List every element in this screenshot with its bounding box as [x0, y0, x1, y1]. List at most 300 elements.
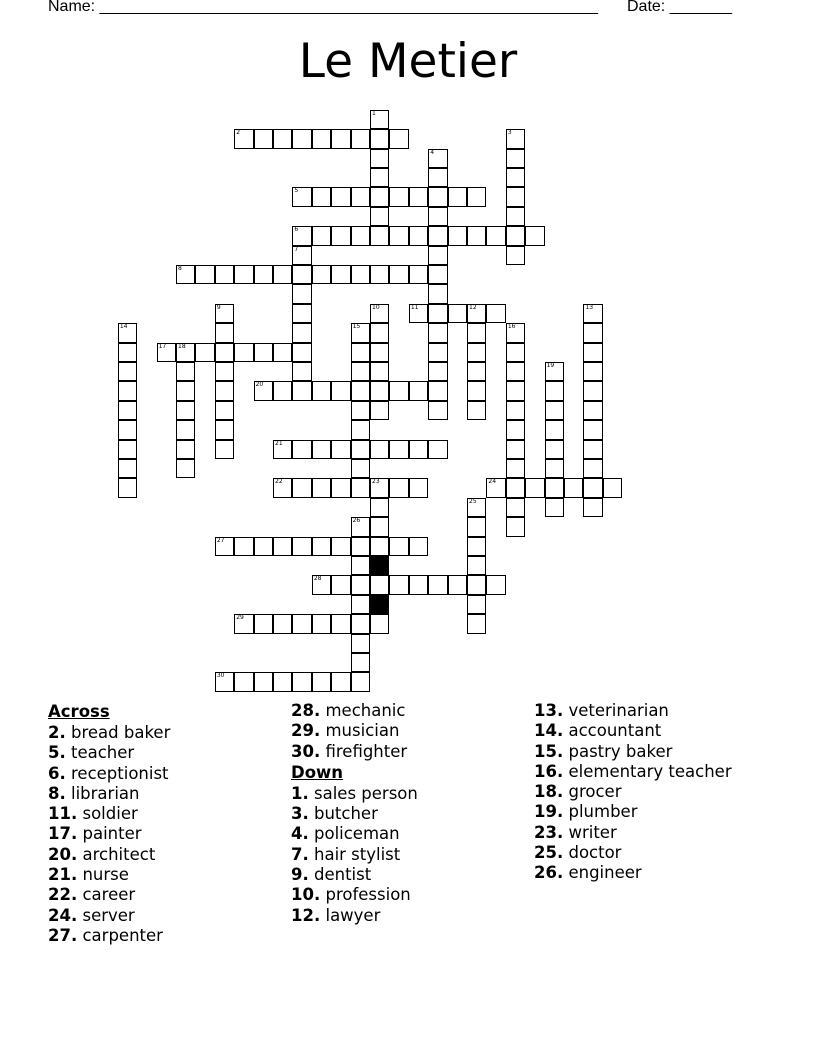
grid-cell[interactable] — [176, 343, 195, 362]
grid-cell[interactable] — [273, 440, 292, 459]
grid-cell[interactable] — [215, 672, 234, 691]
grid-cell[interactable] — [583, 401, 602, 420]
grid-cell[interactable] — [118, 343, 137, 362]
clue-number: 17. — [48, 824, 78, 844]
grid-cell[interactable] — [370, 575, 389, 594]
grid-cell[interactable] — [389, 537, 408, 556]
grid-cell[interactable] — [583, 323, 602, 342]
grid-cell[interactable] — [215, 362, 234, 381]
clue-item — [291, 906, 418, 926]
clue-number: 25 — [469, 497, 477, 505]
grid-cell[interactable] — [176, 440, 195, 459]
grid-cell[interactable] — [351, 362, 370, 381]
grid-cell[interactable] — [273, 265, 292, 284]
clue-number: 4 — [430, 148, 435, 156]
grid-cell[interactable] — [351, 537, 370, 556]
grid-cell[interactable] — [273, 343, 292, 362]
clue-number: 23. — [534, 822, 564, 842]
grid-cell[interactable] — [351, 343, 370, 362]
clue-item — [534, 782, 732, 802]
grid-cell[interactable] — [254, 672, 273, 691]
grid-cell[interactable] — [506, 381, 525, 400]
down-clue-list-continued — [534, 701, 732, 884]
grid-cell[interactable] — [409, 440, 428, 459]
grid-cell[interactable] — [215, 537, 234, 556]
grid-cell[interactable] — [506, 517, 525, 536]
grid-cell[interactable] — [292, 323, 311, 342]
grid-cell[interactable] — [467, 614, 486, 633]
grid-cell[interactable] — [506, 187, 525, 206]
clue-number: 1 — [372, 109, 376, 117]
clue-item — [48, 723, 170, 743]
grid-cell[interactable] — [118, 459, 137, 478]
grid-cell[interactable] — [312, 537, 331, 556]
grid-cell[interactable] — [583, 478, 602, 497]
clue-item — [48, 885, 170, 905]
grid-cell[interactable] — [428, 401, 447, 420]
clue-item — [534, 823, 732, 843]
grid-cell[interactable] — [448, 187, 467, 206]
across-clue-list — [48, 723, 170, 946]
grid-cell[interactable] — [292, 284, 311, 303]
clue-column-3 — [534, 701, 732, 884]
clue-number: 5. — [48, 743, 66, 763]
down-heading: Down — [291, 762, 344, 782]
grid-cell[interactable] — [118, 440, 137, 459]
clue-text: policeman — [308, 824, 400, 844]
grid-cell[interactable] — [428, 246, 447, 265]
clue-number: 23 — [372, 478, 380, 486]
grid-cell[interactable] — [331, 265, 350, 284]
grid-cell[interactable] — [506, 323, 525, 342]
clue-text: nurse — [77, 865, 129, 885]
clue-text: veterinarian — [563, 701, 669, 720]
grid-cell[interactable] — [312, 440, 331, 459]
clue-item — [48, 764, 170, 784]
grid-cell[interactable] — [467, 226, 486, 245]
grid-cell[interactable] — [176, 362, 195, 381]
grid-cell[interactable] — [292, 246, 311, 265]
grid-cell[interactable] — [428, 284, 447, 303]
grid-cell[interactable] — [195, 265, 214, 284]
grid-cell[interactable] — [254, 265, 273, 284]
grid-cell[interactable] — [370, 187, 389, 206]
clue-number: 30. — [291, 741, 321, 761]
grid-cell[interactable] — [273, 672, 292, 691]
grid-cell[interactable] — [234, 537, 253, 556]
grid-cell[interactable] — [370, 304, 389, 323]
grid-cell[interactable] — [583, 304, 602, 323]
grid-cell[interactable] — [370, 149, 389, 168]
grid-cell[interactable] — [331, 614, 350, 633]
grid-cell[interactable] — [351, 614, 370, 633]
clue-number: 22 — [275, 478, 283, 486]
grid-cell[interactable] — [292, 614, 311, 633]
grid-cell[interactable] — [467, 401, 486, 420]
grid-cell[interactable] — [506, 207, 525, 226]
clue-number: 14 — [119, 323, 128, 331]
grid-cell[interactable] — [467, 517, 486, 536]
grid-cell[interactable] — [351, 478, 370, 497]
grid-cell[interactable] — [583, 343, 602, 362]
grid-cell[interactable] — [428, 323, 447, 342]
grid-cell[interactable] — [292, 129, 311, 148]
grid-cell[interactable] — [370, 207, 389, 226]
clue-number: 28 — [313, 575, 322, 583]
grid-cell[interactable] — [389, 478, 408, 497]
grid-cell[interactable] — [312, 672, 331, 691]
clue-item — [48, 906, 170, 926]
grid-cell[interactable] — [467, 362, 486, 381]
grid-cell[interactable] — [409, 304, 428, 323]
grid-cell[interactable] — [234, 614, 253, 633]
grid-cell[interactable] — [428, 381, 447, 400]
grid-cell[interactable] — [583, 498, 602, 517]
grid-cell[interactable] — [331, 226, 350, 245]
grid-cell[interactable] — [351, 420, 370, 439]
grid-cell[interactable] — [351, 381, 370, 400]
grid-cell[interactable] — [467, 498, 486, 517]
grid-cell[interactable] — [215, 420, 234, 439]
grid-cell[interactable] — [351, 323, 370, 342]
clue-number: 29 — [236, 614, 244, 622]
grid-cell[interactable] — [545, 362, 564, 381]
grid-cell[interactable] — [603, 478, 622, 497]
clue-number: 11. — [48, 804, 78, 824]
grid-cell[interactable] — [312, 226, 331, 245]
grid-block — [370, 556, 389, 575]
grid-cell[interactable] — [545, 498, 564, 517]
grid-cell[interactable] — [428, 343, 447, 362]
grid-cell[interactable] — [409, 226, 428, 245]
grid-cell[interactable] — [176, 265, 195, 284]
name-field-label: Name: ________________________________________________________ — [48, 0, 598, 15]
clue-text: pastry baker — [563, 741, 673, 761]
clue-number: 22. — [48, 885, 78, 905]
grid-cell[interactable] — [234, 265, 253, 284]
grid-cell[interactable] — [331, 478, 350, 497]
grid-cell[interactable] — [409, 381, 428, 400]
clue-number: 11 — [410, 303, 419, 311]
grid-cell[interactable] — [486, 304, 505, 323]
grid-cell[interactable] — [234, 343, 253, 362]
grid-cell[interactable] — [215, 265, 234, 284]
grid-cell[interactable] — [506, 420, 525, 439]
grid-cell[interactable] — [351, 517, 370, 536]
grid-cell[interactable] — [370, 401, 389, 420]
grid-cell[interactable] — [312, 478, 331, 497]
grid-cell[interactable] — [428, 440, 447, 459]
grid-cell[interactable] — [351, 595, 370, 614]
grid-cell[interactable] — [292, 478, 311, 497]
grid-cell[interactable] — [467, 575, 486, 594]
grid-cell[interactable] — [545, 459, 564, 478]
grid-cell[interactable] — [370, 129, 389, 148]
grid-cell[interactable] — [448, 226, 467, 245]
grid-cell[interactable] — [467, 537, 486, 556]
grid-cell[interactable] — [428, 149, 447, 168]
clue-number: 16 — [507, 323, 516, 331]
grid-cell[interactable] — [467, 304, 486, 323]
grid-cell[interactable] — [215, 381, 234, 400]
clue-item — [534, 802, 732, 822]
clue-number: 19. — [534, 802, 564, 822]
grid-block — [370, 595, 389, 614]
clue-text: engineer — [563, 863, 642, 883]
grid-cell[interactable] — [467, 187, 486, 206]
grid-cell[interactable] — [467, 381, 486, 400]
grid-cell[interactable] — [234, 672, 253, 691]
across-heading: Across — [48, 702, 110, 721]
grid-cell[interactable] — [273, 381, 292, 400]
grid-cell[interactable] — [273, 129, 292, 148]
clue-text: musician — [320, 721, 400, 741]
grid-cell[interactable] — [292, 537, 311, 556]
grid-cell[interactable] — [215, 343, 234, 362]
clue-number: 13. — [534, 701, 564, 720]
clue-number: 12. — [291, 905, 321, 925]
clue-item — [48, 926, 170, 946]
grid-cell[interactable] — [215, 401, 234, 420]
grid-cell[interactable] — [351, 440, 370, 459]
grid-cell[interactable] — [331, 672, 350, 691]
grid-cell[interactable] — [428, 207, 447, 226]
grid-cell[interactable] — [428, 187, 447, 206]
grid-cell[interactable] — [389, 187, 408, 206]
grid-cell[interactable] — [215, 323, 234, 342]
grid-cell[interactable] — [351, 129, 370, 148]
grid-cell[interactable] — [389, 265, 408, 284]
grid-cell[interactable] — [525, 478, 544, 497]
grid-cell[interactable] — [409, 187, 428, 206]
grid-cell[interactable] — [545, 420, 564, 439]
grid-cell[interactable] — [215, 440, 234, 459]
grid-cell[interactable] — [351, 575, 370, 594]
grid-cell[interactable] — [254, 129, 273, 148]
grid-cell[interactable] — [583, 420, 602, 439]
grid-cell[interactable] — [583, 362, 602, 381]
grid-cell[interactable] — [176, 381, 195, 400]
grid-cell[interactable] — [506, 362, 525, 381]
grid-cell[interactable] — [467, 323, 486, 342]
grid-cell[interactable] — [331, 129, 350, 148]
grid-cell[interactable] — [506, 343, 525, 362]
grid-cell[interactable] — [292, 672, 311, 691]
grid-cell[interactable] — [254, 614, 273, 633]
grid-cell[interactable] — [428, 362, 447, 381]
clue-text: dentist — [308, 865, 372, 885]
grid-cell[interactable] — [351, 265, 370, 284]
grid-cell[interactable] — [389, 381, 408, 400]
clue-column-2 — [291, 701, 418, 926]
grid-cell[interactable] — [292, 265, 311, 284]
grid-cell[interactable] — [273, 537, 292, 556]
grid-cell[interactable] — [370, 226, 389, 245]
clue-item — [291, 824, 418, 844]
clue-item — [534, 701, 732, 721]
grid-cell[interactable] — [564, 478, 583, 497]
grid-cell[interactable] — [583, 381, 602, 400]
grid-cell[interactable] — [506, 401, 525, 420]
grid-cell[interactable] — [118, 381, 137, 400]
grid-cell[interactable] — [370, 343, 389, 362]
grid-cell[interactable] — [292, 343, 311, 362]
clue-item — [291, 845, 418, 865]
grid-cell[interactable] — [506, 498, 525, 517]
grid-cell[interactable] — [351, 653, 370, 672]
clue-text: mechanic — [320, 701, 406, 720]
grid-cell[interactable] — [583, 459, 602, 478]
grid-cell[interactable] — [312, 129, 331, 148]
clue-text: server — [77, 905, 135, 925]
grid-cell[interactable] — [312, 381, 331, 400]
grid-cell[interactable] — [370, 478, 389, 497]
grid-cell[interactable] — [254, 343, 273, 362]
grid-cell[interactable] — [428, 226, 447, 245]
grid-cell[interactable] — [545, 478, 564, 497]
grid-cell[interactable] — [428, 575, 447, 594]
grid-cell[interactable] — [525, 226, 544, 245]
grid-cell[interactable] — [234, 129, 253, 148]
clue-number: 1. — [291, 783, 309, 803]
grid-cell[interactable] — [118, 362, 137, 381]
grid-cell[interactable] — [370, 168, 389, 187]
clue-number: 21 — [275, 439, 283, 447]
grid-cell[interactable] — [351, 226, 370, 245]
clue-item — [291, 885, 418, 905]
grid-cell[interactable] — [389, 226, 408, 245]
clue-text: career — [77, 885, 136, 905]
grid-cell[interactable] — [409, 478, 428, 497]
grid-cell[interactable] — [331, 187, 350, 206]
grid-cell[interactable] — [351, 187, 370, 206]
grid-cell[interactable] — [506, 246, 525, 265]
clue-number: 15. — [534, 741, 564, 761]
grid-cell[interactable] — [370, 440, 389, 459]
clue-number: 6. — [48, 763, 66, 783]
grid-cell[interactable] — [370, 265, 389, 284]
grid-cell[interactable] — [118, 323, 137, 342]
date-field-label: Date: _______ — [627, 0, 732, 15]
grid-cell[interactable] — [370, 498, 389, 517]
grid-cell[interactable] — [273, 614, 292, 633]
grid-cell[interactable] — [409, 265, 428, 284]
grid-cell[interactable] — [351, 401, 370, 420]
grid-cell[interactable] — [486, 226, 505, 245]
grid-cell[interactable] — [409, 537, 428, 556]
grid-cell[interactable] — [448, 575, 467, 594]
clue-text: receptionist — [65, 763, 169, 783]
grid-cell[interactable] — [428, 265, 447, 284]
grid-cell[interactable] — [467, 343, 486, 362]
clue-number: 15 — [352, 323, 361, 331]
clue-item — [48, 824, 170, 844]
clue-text: teacher — [65, 743, 135, 763]
clue-item — [48, 743, 170, 763]
grid-cell[interactable] — [467, 595, 486, 614]
grid-cell[interactable] — [583, 440, 602, 459]
grid-cell[interactable] — [389, 129, 408, 148]
grid-cell[interactable] — [254, 381, 273, 400]
grid-cell[interactable] — [370, 323, 389, 342]
clue-number: 5 — [294, 187, 299, 195]
grid-cell[interactable] — [409, 575, 428, 594]
grid-cell[interactable] — [331, 381, 350, 400]
grid-cell[interactable] — [389, 440, 408, 459]
grid-cell[interactable] — [176, 401, 195, 420]
grid-cell[interactable] — [118, 478, 137, 497]
clue-item — [291, 784, 418, 804]
grid-cell[interactable] — [331, 575, 350, 594]
grid-cell[interactable] — [351, 672, 370, 691]
grid-cell[interactable] — [506, 226, 525, 245]
grid-cell[interactable] — [389, 575, 408, 594]
grid-cell[interactable] — [292, 362, 311, 381]
grid-cell[interactable] — [273, 478, 292, 497]
grid-cell[interactable] — [176, 420, 195, 439]
grid-cell[interactable] — [292, 440, 311, 459]
grid-cell[interactable] — [545, 440, 564, 459]
clue-number: 27 — [216, 536, 225, 544]
grid-cell[interactable] — [467, 556, 486, 575]
grid-cell[interactable] — [370, 110, 389, 129]
grid-cell[interactable] — [351, 459, 370, 478]
grid-cell[interactable] — [351, 634, 370, 653]
grid-cell[interactable] — [312, 614, 331, 633]
grid-cell[interactable] — [312, 187, 331, 206]
grid-cell[interactable] — [118, 420, 137, 439]
grid-cell[interactable] — [254, 537, 273, 556]
grid-cell[interactable] — [157, 343, 176, 362]
grid-cell[interactable] — [292, 226, 311, 245]
clue-text: firefighter — [320, 741, 408, 761]
clue-number: 28. — [291, 701, 321, 720]
grid-cell[interactable] — [292, 381, 311, 400]
grid-cell[interactable] — [448, 304, 467, 323]
grid-cell[interactable] — [370, 381, 389, 400]
grid-cell[interactable] — [545, 401, 564, 420]
grid-cell[interactable] — [351, 556, 370, 575]
grid-cell[interactable] — [176, 459, 195, 478]
grid-cell[interactable] — [370, 537, 389, 556]
grid-cell[interactable] — [292, 304, 311, 323]
grid-cell[interactable] — [506, 459, 525, 478]
grid-cell[interactable] — [486, 478, 505, 497]
grid-cell[interactable] — [118, 401, 137, 420]
grid-cell[interactable] — [195, 343, 214, 362]
grid-cell[interactable] — [428, 168, 447, 187]
grid-cell[interactable] — [506, 478, 525, 497]
grid-cell[interactable] — [312, 265, 331, 284]
grid-cell[interactable] — [506, 168, 525, 187]
grid-cell[interactable] — [370, 517, 389, 536]
grid-cell[interactable] — [506, 149, 525, 168]
grid-cell[interactable] — [331, 440, 350, 459]
grid-cell[interactable] — [506, 129, 525, 148]
down-clue-list — [291, 784, 418, 926]
grid-cell[interactable] — [312, 575, 331, 594]
grid-cell[interactable] — [506, 440, 525, 459]
grid-cell[interactable] — [370, 614, 389, 633]
grid-cell[interactable] — [545, 381, 564, 400]
grid-cell[interactable] — [215, 304, 234, 323]
grid-cell[interactable] — [331, 537, 350, 556]
grid-cell[interactable] — [292, 187, 311, 206]
grid-cell[interactable] — [486, 575, 505, 594]
clue-item — [291, 701, 418, 721]
grid-cell[interactable] — [428, 304, 447, 323]
grid-cell[interactable] — [370, 362, 389, 381]
